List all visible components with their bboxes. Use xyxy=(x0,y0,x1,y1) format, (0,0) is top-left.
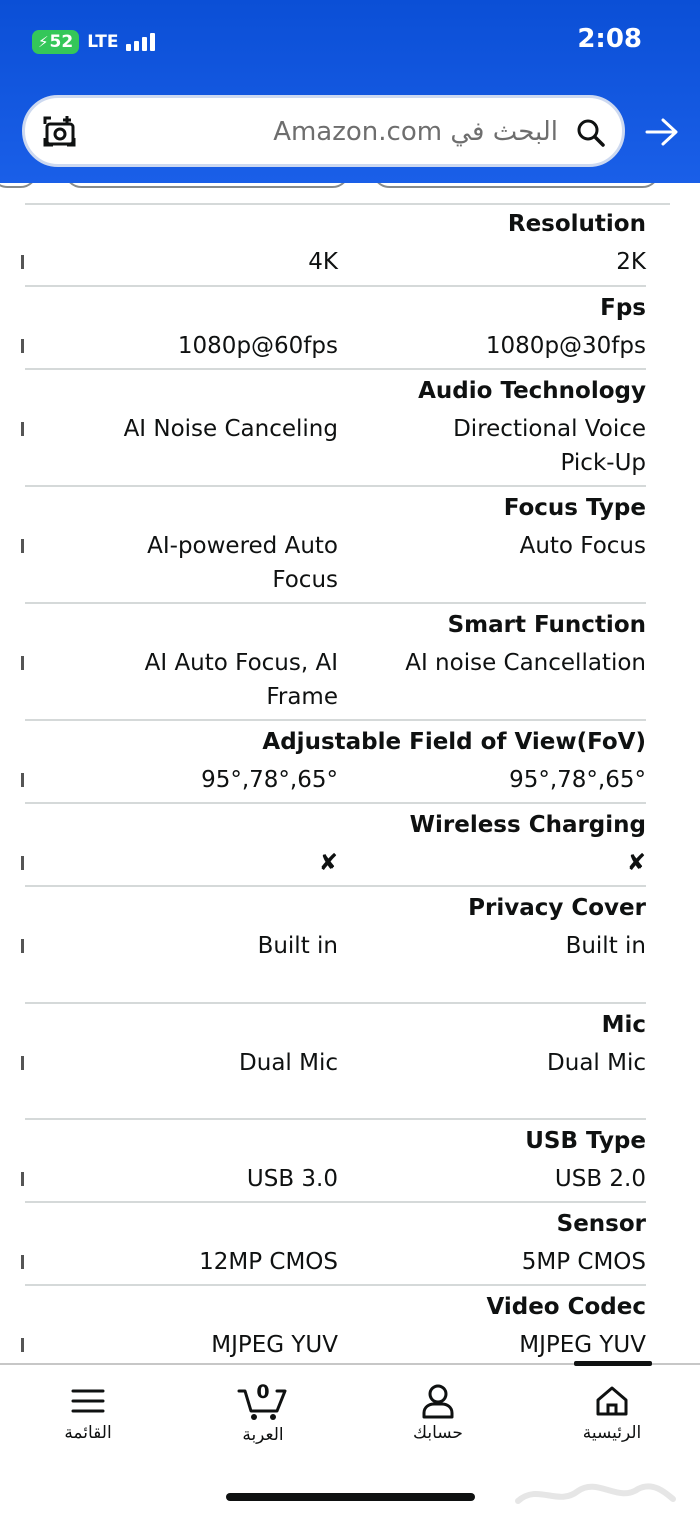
spec-value-a: 1080p@60fps xyxy=(177,333,338,359)
spec-row-audio-technology xyxy=(25,370,646,487)
clipped-column-edge xyxy=(21,339,24,353)
spec-row-focus-type xyxy=(25,487,646,604)
spec-value-a: 12MP CMOS xyxy=(199,1249,338,1275)
app-header xyxy=(0,0,700,183)
spec-value-a: AI Auto Focus, AI Frame xyxy=(144,650,338,710)
spec-value-b: USB 2.0 xyxy=(554,1166,646,1192)
bottom-nav xyxy=(0,1363,700,1515)
spec-value-b: Built in xyxy=(565,933,646,959)
clipped-column-edge xyxy=(21,539,24,553)
spec-value-b: 5MP CMOS xyxy=(521,1249,646,1275)
spec-value-a: USB 3.0 xyxy=(246,1166,338,1192)
product-chip-b[interactable] xyxy=(372,183,660,188)
spec-title: USB Type xyxy=(525,1128,646,1154)
spec-value-b: AI noise Cancellation xyxy=(405,650,646,676)
spec-value-b: Auto Focus xyxy=(519,533,646,559)
product-chip-partial[interactable] xyxy=(0,183,38,188)
nav-account[interactable] xyxy=(383,1383,493,1443)
home-icon xyxy=(594,1383,630,1419)
spec-title: Sensor xyxy=(556,1211,646,1237)
spec-value-a: Built in xyxy=(257,933,338,959)
active-tab-indicator xyxy=(574,1361,652,1366)
spec-value-b: 95°,78°,65° xyxy=(509,767,646,793)
spec-value-b: Dual Mic xyxy=(547,1050,646,1076)
watermark-logo-icon xyxy=(508,1473,678,1513)
spec-row-resolution xyxy=(25,203,646,287)
search-bar[interactable] xyxy=(22,95,625,167)
clipped-column-edge xyxy=(21,1172,24,1186)
spec-value-b: Directional Voice Pick-Up xyxy=(453,416,646,476)
signal-bars-icon xyxy=(126,33,155,51)
camera-search-icon[interactable] xyxy=(41,112,79,150)
clipped-column-edge xyxy=(21,1056,24,1070)
spec-value-b: 2K xyxy=(616,249,646,275)
clipped-column-edge xyxy=(21,422,24,436)
spec-value-a: AI-powered Auto Focus xyxy=(147,533,338,593)
spec-title: Wireless Charging xyxy=(409,812,646,838)
nav-home[interactable] xyxy=(557,1383,667,1443)
spec-row-usb-type xyxy=(25,1120,646,1203)
home-gesture-bar[interactable] xyxy=(226,1493,475,1501)
nav-account-label: حسابك xyxy=(413,1423,463,1443)
spec-title: Video Codec xyxy=(486,1294,646,1320)
clipped-column-edge xyxy=(21,939,24,953)
product-chip-a[interactable] xyxy=(64,183,350,188)
clipped-column-edge xyxy=(21,856,24,870)
nav-menu[interactable] xyxy=(33,1383,143,1443)
clipped-column-edge xyxy=(21,255,24,269)
charging-bolt-icon: ⚡ xyxy=(38,33,49,51)
spec-value-a: MJPEG YUV xyxy=(211,1332,338,1358)
clipped-column-edge xyxy=(21,656,24,670)
spec-row-privacy-cover xyxy=(25,887,646,1004)
battery-indicator xyxy=(32,30,79,54)
spec-row-mic xyxy=(25,1004,646,1120)
spec-row-wireless-charging xyxy=(25,804,646,887)
comparison-table[interactable] xyxy=(0,183,700,1363)
spec-title: Mic xyxy=(601,1012,646,1038)
menu-icon xyxy=(70,1383,106,1419)
clipped-column-edge xyxy=(21,1255,24,1269)
status-bar-left xyxy=(32,30,155,54)
spec-list xyxy=(25,203,700,1363)
spec-value-b: 1080p@30fps xyxy=(485,333,646,359)
clipped-column-edge xyxy=(21,1338,24,1352)
spec-title: Smart Function xyxy=(447,612,646,638)
spec-row-field-of-view xyxy=(25,721,646,804)
spec-value-a: AI Noise Canceling xyxy=(123,416,338,442)
status-time: 2:08 xyxy=(577,24,642,54)
search-icon[interactable] xyxy=(576,118,606,148)
spec-value-a: 95°,78°,65° xyxy=(201,767,338,793)
spec-row-video-codec xyxy=(25,1286,646,1363)
spec-row-sensor xyxy=(25,1203,646,1286)
spec-value-a: Dual Mic xyxy=(239,1050,338,1076)
search-input[interactable]: البحث في Amazon.com xyxy=(273,117,558,147)
spec-row-fps xyxy=(25,287,646,370)
cart-count-badge: 0 xyxy=(256,1381,270,1403)
spec-row-smart-function xyxy=(25,604,646,721)
clipped-column-edge xyxy=(21,773,24,787)
spec-value-b: ✘ xyxy=(626,850,646,876)
battery-level: 52 xyxy=(49,32,74,52)
spec-title: Focus Type xyxy=(503,495,646,521)
spec-title: Audio Technology xyxy=(418,378,646,404)
spec-title: Resolution xyxy=(507,211,646,237)
account-icon xyxy=(420,1383,456,1419)
nav-cart[interactable] xyxy=(208,1383,318,1445)
spec-title: Fps xyxy=(600,295,646,321)
network-type: LTE xyxy=(87,32,119,52)
spec-title: Adjustable Field of View(FoV) xyxy=(262,729,646,755)
nav-cart-label: العربة xyxy=(242,1425,284,1445)
arrow-right-icon[interactable] xyxy=(645,117,679,147)
nav-home-label: الرئيسية xyxy=(582,1423,642,1443)
spec-title: Privacy Cover xyxy=(468,895,646,921)
spec-value-a: 4K xyxy=(308,249,338,275)
spec-value-b: MJPEG YUV xyxy=(519,1332,646,1358)
spec-value-a: ✘ xyxy=(318,850,338,876)
nav-menu-label: القائمة xyxy=(64,1423,112,1443)
